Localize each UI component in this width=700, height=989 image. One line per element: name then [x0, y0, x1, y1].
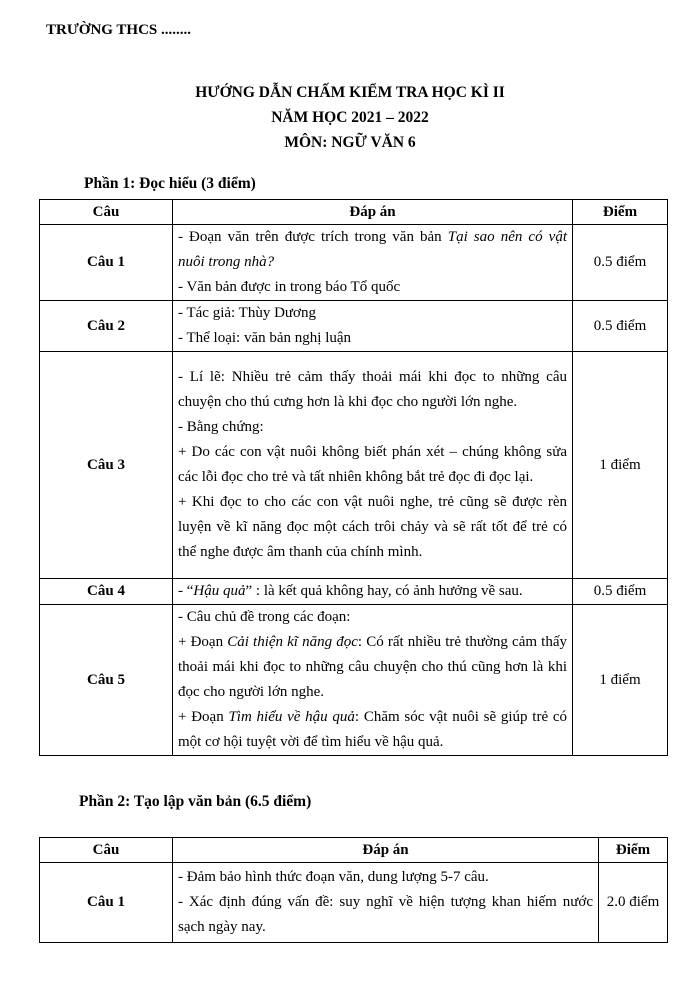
title-line-2: NĂM HỌC 2021 – 2022 [271, 109, 429, 126]
answer-line: + Do các con vật nuôi không biết phán xét – chúng không sửa các lỗi đọc cho trẻ và tất nhiên không bắt trẻ đọc đi đọc lại. [178, 444, 567, 485]
answer-line-suffix: : Chăm sóc vật nuôi sẽ giúp trẻ có một cơ hội tuyệt vời để tìm hiểu về hậu quả. [178, 709, 568, 750]
header-dap-an: Đáp án [173, 838, 599, 863]
question-number: Câu 3 [40, 352, 173, 579]
school-name: TRƯỜNG THCS ........ [46, 22, 192, 38]
answer-italic-title: Tại sao nên có vật nuôi trong nhà? [178, 229, 567, 270]
answer-italic-term: Cải thiện kĩ năng đọc [227, 634, 358, 650]
answer-cell [173, 225, 573, 301]
answer-cell [173, 352, 573, 579]
answer-line: - Câu chủ đề trong các đoạn: [178, 609, 351, 625]
answer-line-prefix: + Đoạn [178, 709, 229, 725]
answer-italic-term: Hậu quả [193, 583, 246, 599]
score: 0.5 điểm [573, 579, 668, 605]
header-cau: Câu [40, 200, 173, 225]
answer-line: - Thể loại: văn bản nghị luận [178, 330, 352, 346]
question-number: Câu 1 [40, 225, 173, 301]
table-row [40, 863, 668, 943]
title-line-3: MÔN: NGỮ VĂN 6 [284, 134, 416, 151]
answer-cell [173, 301, 573, 352]
question-number: Câu 1 [40, 863, 173, 943]
answer-cell [173, 579, 573, 605]
table-row [40, 352, 668, 579]
header-diem: Điểm [599, 838, 668, 863]
score: 0.5 điểm [573, 301, 668, 352]
table-row [40, 579, 668, 605]
answer-cell [173, 863, 599, 943]
answer-line-suffix: : Có rất nhiều trẻ thường cảm thấy thoải mái khi đọc to những câu chuyện cho thú cũng hơn là khi đọc cho người lớn nghe. [178, 634, 567, 700]
table-row [40, 605, 668, 756]
part2-answer-table [39, 837, 668, 943]
answer-line: - Bằng chứng: [178, 419, 264, 435]
question-number: Câu 4 [40, 579, 173, 605]
answer-line: - Văn bản được in trong báo Tổ quốc [178, 279, 401, 295]
table-row [40, 301, 668, 352]
answer-cell [173, 605, 573, 756]
part1-heading: Phần 1: Đọc hiểu (3 điểm) [84, 175, 256, 192]
table-header-row [40, 200, 668, 225]
answer-line: - Lí lẽ: Nhiều trẻ cảm thấy thoải mái khi đọc to những câu chuyện cho thú cưng hơn là khi đọc cho người lớn nghe. [178, 369, 567, 410]
header-diem: Điểm [573, 200, 668, 225]
answer-line: - Tác giả: Thùy Dương [178, 305, 316, 321]
title-line-1: HƯỚNG DẪN CHẤM KIỂM TRA HỌC KÌ II [195, 84, 505, 101]
score: 2.0 điểm [599, 863, 668, 943]
score: 0.5 điểm [573, 225, 668, 301]
table-header-row [40, 838, 668, 863]
answer-line-prefix: - “ [178, 583, 194, 599]
answer-line-prefix: + Đoạn [178, 634, 228, 650]
question-number: Câu 5 [40, 605, 173, 756]
answer-line-suffix: ” : là kết quả không hay, có ảnh hưởng về sau. [245, 583, 523, 599]
header-cau: Câu [40, 838, 173, 863]
question-number: Câu 2 [40, 301, 173, 352]
score: 1 điểm [573, 352, 668, 579]
answer-italic-term: Tìm hiểu về hậu quả [228, 709, 355, 725]
part2-heading: Phần 2: Tạo lập văn bản (6.5 điểm) [79, 793, 312, 810]
document-title-block [0, 80, 700, 155]
answer-line: - Đảm bảo hình thức đoạn văn, dung lượng 5-7 câu. [178, 869, 489, 885]
header-dap-an: Đáp án [173, 200, 573, 225]
score: 1 điểm [573, 605, 668, 756]
answer-line: - Xác định đúng vấn đề: suy nghĩ về hiện tượng khan hiếm nước sạch ngày nay. [178, 894, 593, 935]
table-row [40, 225, 668, 301]
part1-answer-table [39, 199, 668, 756]
answer-line: + Khi đọc to cho các con vật nuôi nghe, trẻ cũng sẽ được rèn luyện về kĩ năng đọc một cách trôi chảy và sẽ rất tốt để trẻ có thể nghe được âm thanh của chính mình. [178, 494, 567, 560]
answer-line: - Đoạn văn trên được trích trong văn bản [178, 229, 448, 245]
